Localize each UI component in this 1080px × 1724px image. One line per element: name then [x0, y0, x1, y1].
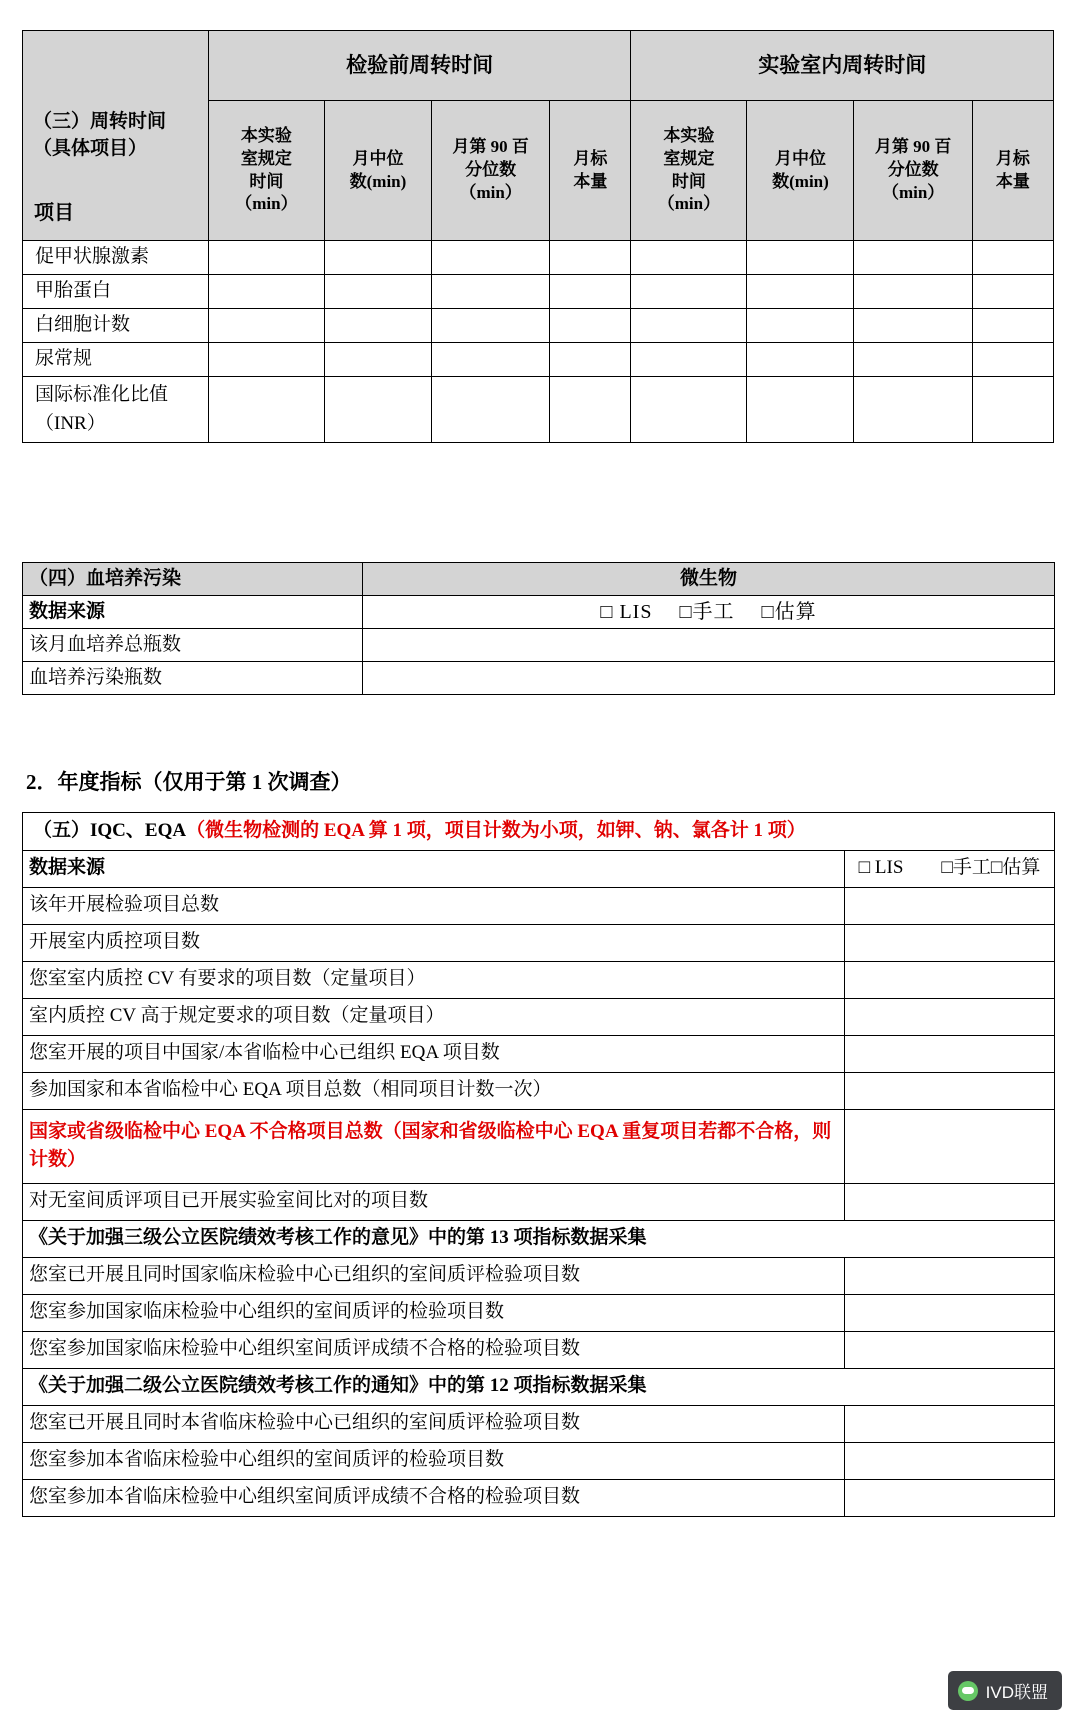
cell-input[interactable]: [631, 241, 747, 275]
line: 月标: [573, 148, 608, 168]
eqa-row-label: 开展室内质控项目数: [23, 924, 845, 961]
cell-input[interactable]: [550, 275, 631, 309]
bc-data-source-options[interactable]: □ LIS □手工 □估算: [363, 596, 1055, 629]
group-title-line1: （三）周转时间: [33, 110, 167, 132]
cell-input[interactable]: [845, 1294, 1055, 1331]
cell-input[interactable]: [550, 241, 631, 275]
eqa-section-title: [23, 813, 1055, 851]
cell-input[interactable]: [747, 377, 854, 443]
eqa-data-source-options[interactable]: □ LIS □手工□估算: [845, 850, 1055, 887]
cell-input[interactable]: [747, 275, 854, 309]
eqa-row-label: 您室已开展且同时国家临床检验中心已组织的室间质评检验项目数: [23, 1257, 845, 1294]
table-row: [23, 887, 1055, 924]
line: 分位数: [465, 160, 517, 180]
line: （min）: [881, 182, 945, 202]
line: 月中位: [352, 148, 404, 168]
cell-input[interactable]: [854, 343, 972, 377]
cell-input[interactable]: [208, 309, 324, 343]
eqa-row-label: 对无室间质评项目已开展实验室间比对的项目数: [23, 1183, 845, 1220]
watermark-label: IVD联盟: [985, 1683, 1048, 1702]
table-row: [23, 1257, 1055, 1294]
cell-input[interactable]: [208, 377, 324, 443]
table-row: [23, 662, 1055, 695]
cell-input[interactable]: [972, 241, 1053, 275]
cell-input[interactable]: [550, 377, 631, 443]
turnaround-time-table: [22, 30, 1054, 443]
subheader-lab-median: [747, 101, 854, 241]
eqa-title-black: （五）IQC、EQA: [33, 820, 187, 841]
cell-input[interactable]: [208, 343, 324, 377]
line: 本实验: [663, 125, 715, 145]
eqa-row-label: 您室室内质控 CV 有要求的项目数（定量项目）: [23, 961, 845, 998]
table-row: [23, 961, 1055, 998]
table-row: [23, 1479, 1055, 1516]
table-row: [23, 998, 1055, 1035]
table-row: [23, 1072, 1055, 1109]
cell-input[interactable]: [845, 1109, 1055, 1183]
cell-input[interactable]: [631, 309, 747, 343]
item-column-header: 项目: [34, 202, 74, 224]
table-row: [23, 241, 1054, 275]
cell-input[interactable]: [854, 275, 972, 309]
cell-input[interactable]: [854, 377, 972, 443]
iqc-eqa-table: [22, 812, 1055, 1517]
table-row: [23, 1331, 1055, 1368]
table-row: [23, 596, 1055, 629]
line: （min）: [235, 194, 298, 214]
cell-input[interactable]: [631, 275, 747, 309]
subheader-pre-required-time: [208, 101, 324, 241]
cell-input[interactable]: [845, 961, 1055, 998]
eqa-row-label: 您室参加国家临床检验中心组织室间质评成绩不合格的检验项目数: [23, 1331, 845, 1368]
cell-input[interactable]: [972, 275, 1053, 309]
table-row: [23, 1183, 1055, 1220]
eqa-row-label: 您室开展的项目中国家/本省临检中心已组织 EQA 项目数: [23, 1035, 845, 1072]
eqa-subsection-heading-tier2: 《关于加强二级公立医院绩效考核工作的通知》中的第 12 项指标数据采集: [23, 1368, 1055, 1405]
cell-input[interactable]: [363, 629, 1055, 662]
subheader-lab-p90: [854, 101, 972, 241]
line: 数(min): [349, 171, 407, 191]
line: 月中位: [774, 148, 826, 168]
cell-input[interactable]: [854, 309, 972, 343]
eqa-row-label: 参加国家和本省临检中心 EQA 项目总数（相同项目计数一次）: [23, 1072, 845, 1109]
cell-input[interactable]: [431, 343, 549, 377]
line: 数(min): [772, 171, 829, 191]
cell-input[interactable]: [631, 343, 747, 377]
cell-input[interactable]: [550, 343, 631, 377]
eqa-row-label: 室内质控 CV 高于规定要求的项目数（定量项目）: [23, 998, 845, 1035]
line: （min）: [459, 182, 522, 202]
subheader-pre-median: [324, 101, 431, 241]
cell-input[interactable]: [431, 309, 549, 343]
line: 本实验: [240, 125, 292, 145]
phase-header-pre-exam: 检验前周转时间: [208, 31, 631, 101]
table-row: [23, 629, 1055, 662]
bc-data-source-label: 数据来源: [23, 596, 363, 629]
cell-input[interactable]: [845, 1035, 1055, 1072]
blood-culture-table: [22, 562, 1055, 695]
line: 时间: [249, 171, 284, 191]
line: 时间: [671, 171, 706, 191]
line: 本量: [995, 171, 1030, 191]
cell-input[interactable]: [431, 275, 549, 309]
line: （INR）: [35, 412, 106, 434]
table-row: [23, 275, 1054, 309]
eqa-row-label: 您室参加本省临床检验中心组织的室间质评的检验项目数: [23, 1442, 845, 1479]
cell-input[interactable]: [845, 1072, 1055, 1109]
cell-input[interactable]: [324, 343, 431, 377]
table-header-row: [23, 563, 1055, 596]
row-label: 促甲状腺激素: [23, 241, 209, 275]
group-title-line2: （具体项目）: [33, 137, 148, 159]
table-header-row: [23, 813, 1055, 851]
subheader-pre-sample-count: [550, 101, 631, 241]
line: 月标: [995, 148, 1030, 168]
table-subheader-row: [23, 1368, 1055, 1405]
cell-input[interactable]: [550, 309, 631, 343]
cell-input[interactable]: [208, 275, 324, 309]
row-label: 甲胎蛋白: [23, 275, 209, 309]
cell-input[interactable]: [845, 1331, 1055, 1368]
bc-row-label: 该月血培养总瓶数: [23, 629, 363, 662]
bc-column-header: 微生物: [363, 563, 1055, 596]
table-row: [23, 1294, 1055, 1331]
eqa-row-label: 该年开展检验项目总数: [23, 887, 845, 924]
eqa-subsection-heading-tier3: 《关于加强三级公立医院绩效考核工作的意见》中的第 13 项指标数据采集: [23, 1220, 1055, 1257]
cell-input[interactable]: [324, 275, 431, 309]
eqa-row-label: 您室参加本省临床检验中心组织室间质评成绩不合格的检验项目数: [23, 1479, 845, 1516]
table-subheader-row: [23, 1220, 1055, 1257]
bc-section-title: （四）血培养污染: [23, 563, 363, 596]
cell-input[interactable]: [324, 241, 431, 275]
cell-input[interactable]: [972, 309, 1053, 343]
cell-input[interactable]: [747, 241, 854, 275]
cell-input[interactable]: [845, 887, 1055, 924]
cell-input[interactable]: [324, 309, 431, 343]
eqa-row-label: 您室参加国家临床检验中心组织的室间质评的检验项目数: [23, 1294, 845, 1331]
row-label: 白细胞计数: [23, 309, 209, 343]
cell-input[interactable]: [431, 377, 549, 443]
cell-input[interactable]: [431, 241, 549, 275]
table-row: [23, 1405, 1055, 1442]
row-label: [23, 377, 209, 443]
watermark-badge: [948, 1671, 1062, 1710]
table-row: [23, 1109, 1055, 1183]
line: 本量: [573, 171, 608, 191]
cell-input[interactable]: [972, 343, 1053, 377]
table-row: [23, 377, 1054, 443]
line: 月第 90 百: [874, 137, 952, 157]
cell-input[interactable]: [747, 309, 854, 343]
cell-input[interactable]: [972, 377, 1053, 443]
table-row: [23, 1035, 1055, 1072]
cell-input[interactable]: [363, 662, 1055, 695]
cell-input[interactable]: [747, 343, 854, 377]
wechat-icon: [958, 1681, 978, 1701]
cell-input[interactable]: [845, 924, 1055, 961]
cell-input[interactable]: [845, 1405, 1055, 1442]
line: 分位数: [887, 160, 939, 180]
eqa-row-label-highlighted: 国家或省级临检中心 EQA 不合格项目总数（国家和省级临检中心 EQA 重复项目若都不合格，则计数）: [23, 1109, 845, 1183]
table-row: [23, 924, 1055, 961]
cell-input[interactable]: [631, 377, 747, 443]
line: （min）: [657, 194, 721, 214]
subheader-pre-p90: [431, 101, 549, 241]
cell-input[interactable]: [854, 241, 972, 275]
cell-input[interactable]: [845, 1183, 1055, 1220]
line: 国际标准化比值: [35, 384, 169, 405]
eqa-data-source-label: 数据来源: [23, 850, 845, 887]
table-row: [23, 1442, 1055, 1479]
phase-header-in-lab: 实验室内周转时间: [631, 31, 1054, 101]
eqa-title-red: （微生物检测的 EQA 算 1 项，项目计数为小项，如钾、钠、氯各计 1 项）: [186, 820, 806, 841]
line: 室规定: [240, 148, 292, 168]
table-row: [23, 309, 1054, 343]
cell-input[interactable]: [845, 998, 1055, 1035]
eqa-row-label: 您室已开展且同时本省临床检验中心已组织的室间质评检验项目数: [23, 1405, 845, 1442]
cell-input[interactable]: [845, 1479, 1055, 1516]
bc-row-label: 血培养污染瓶数: [23, 662, 363, 695]
annual-indicators-heading: 2．年度指标（仅用于第 1 次调查）: [26, 770, 352, 794]
line: 月第 90 百: [452, 137, 529, 157]
line: 室规定: [663, 148, 715, 168]
subheader-lab-sample-count: [972, 101, 1053, 241]
table-row: [23, 850, 1055, 887]
subheader-lab-required-time: [631, 101, 747, 241]
cell-input[interactable]: [208, 241, 324, 275]
cell-input[interactable]: [324, 377, 431, 443]
table-row: [23, 343, 1054, 377]
cell-input[interactable]: [845, 1257, 1055, 1294]
cell-input[interactable]: [845, 1442, 1055, 1479]
table-header-row-1: [23, 31, 1054, 101]
row-label: 尿常规: [23, 343, 209, 377]
